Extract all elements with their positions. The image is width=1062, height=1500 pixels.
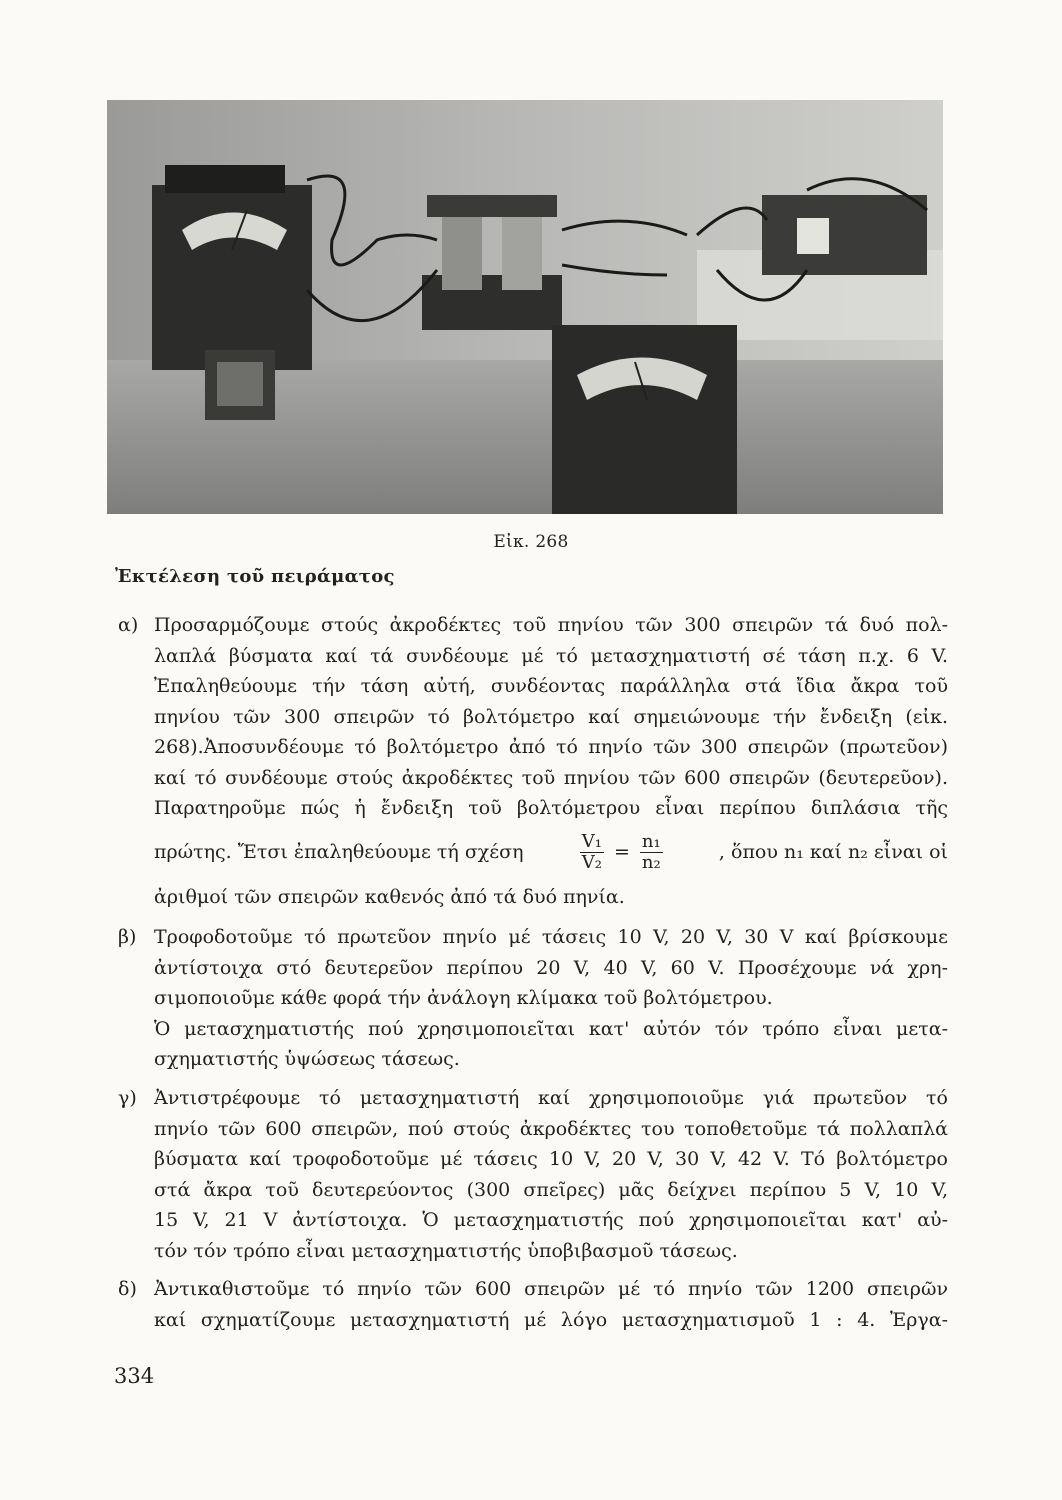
power-supply xyxy=(762,195,927,275)
step-c-label: γ) xyxy=(118,1087,137,1109)
left-voltmeter xyxy=(152,165,312,370)
text-line: καί σχηματίζουμε μετασχηματιστή μέ λόγο μετασχηματισμοῦ 1 : 4. Ἐργα- xyxy=(154,1308,948,1331)
text-line: καί τό συνδέουμε στούς ἀκροδέκτες τοῦ πηνίου τῶν 600 σπειρῶν (δευτερεῦον). xyxy=(154,766,948,789)
experiment-photo xyxy=(107,100,943,514)
text-line: πρώτης. Ἔτσι ἐπαληθεύουμε τή σχέση xyxy=(154,841,524,864)
text-line: Ἐπαληθεύουμε τήν τάση αὐτή, συνδέοντας παράλληλα στά ἴδια ἄκρα τοῦ xyxy=(154,675,948,697)
text-line: Ὁ μετασχηματιστής πού χρησιμοποιεῖται κατ' αὐτόν τόν τρόπο εἶναι μετα- xyxy=(154,1017,948,1040)
section-title: Ἐκτέλεση τοῦ πειράματος xyxy=(115,566,395,587)
step-d-label: δ) xyxy=(118,1278,137,1300)
step-d xyxy=(118,1274,948,1335)
voltage-fraction xyxy=(580,832,604,873)
experiment-photo-drawing xyxy=(107,100,943,514)
page-number: 334 xyxy=(114,1364,155,1388)
text-line: Παρατηροῦμε πώς ἡ ἔνδειξη τοῦ βολτόμετρου εἶναι περίπου διπλάσια τῆς xyxy=(154,797,948,819)
voltage-denominator: V₂ xyxy=(581,852,602,873)
formula-line xyxy=(154,824,948,882)
text-line: 15 V, 21 V ἀντίστοιχα. Ὁ μετασχηματιστής πού χρησιμοποιεῖται κατ' αὐ- xyxy=(154,1209,948,1231)
text-line: Ἀντικαθιστοῦμε τό πηνίο τῶν 600 σπειρῶν μέ τό πηνίο τῶν 1200 σπειρῶν xyxy=(154,1278,948,1300)
text-line: 268).Ἀποσυνδέουμε τό βολτόμετρο ἀπό τό πηνίο τῶν 300 σπειρῶν (πρωτεῦον) xyxy=(154,736,948,758)
step-b xyxy=(118,922,948,1075)
text-line: Ἀντιστρέφουμε τό μετασχηματιστή καί χρησιμοποιοῦμε γιά πρωτεῦον τό xyxy=(154,1087,948,1109)
text-line: , ὅπου n₁ καί n₂ εἶναι οἱ xyxy=(718,841,948,864)
turns-numerator: n₁ xyxy=(641,831,661,852)
text-line: βύσματα καί τροφοδοτοῦμε μέ τάσεις 10 V, 20 V, 30 V, 42 V. Τό βολτόμετρο xyxy=(154,1148,948,1170)
step-a-text xyxy=(154,610,948,912)
step-a xyxy=(118,610,948,912)
center-voltmeter xyxy=(552,325,737,514)
ratio-formula xyxy=(576,832,667,873)
figure-caption: Εἰκ. 268 xyxy=(493,532,569,552)
turns-fraction xyxy=(640,832,663,873)
text-line: σχηματιστής ὑψώσεως τάσεως. xyxy=(154,1048,460,1070)
step-b-text xyxy=(154,922,948,1075)
step-c-text xyxy=(154,1083,948,1266)
step-b-label: β) xyxy=(118,926,137,948)
turns-denominator: n₂ xyxy=(641,852,661,873)
step-d-text xyxy=(154,1274,948,1335)
text-line: ἀριθμοί τῶν σπειρῶν καθενός ἀπό τά δυό πηνία. xyxy=(154,885,625,908)
text-line: λαπλά βύσματα καί τά συνδέουμε μέ τό μετασχηματιστή σέ τάση π.χ. 6 V. xyxy=(154,644,948,667)
text-line: ἀντίστοιχα στό δευτερεῦον περίπου 20 V, 40 V, 60 V. Προσέχουμε νά χρη- xyxy=(154,956,948,979)
text-line: πηνίου τῶν 300 σπειρῶν τό βολτόμετρο καί σημειώνουμε τήν ἔνδειξη (εἰκ. xyxy=(154,705,948,728)
text-line: Προσαρμόζουμε στούς ἀκροδέκτες τοῦ πηνίου τῶν 300 σπειρῶν τά δυό πολ- xyxy=(154,614,948,636)
text-line: στά ἄκρα τοῦ δευτερεύοντος (300 σπεῖρες) μᾶς δείχνει περίπου 5 V, 10 V, xyxy=(154,1178,948,1201)
text-line: Τροφοδοτοῦμε τό πρωτεῦον πηνίο μέ τάσεις 10 V, 20 V, 30 V καί βρίσκουμε xyxy=(154,926,948,948)
text-line: πηνίο τῶν 600 σπειρῶν, πού στούς ἀκροδέκτες του τοποθετοῦμε τά πολλαπλά xyxy=(154,1117,948,1140)
text-line: σιμοποιοῦμε κάθε φορά τήν ἀνάλογη κλίμακα τοῦ βολτόμετρου. xyxy=(154,987,773,1009)
step-a-label: α) xyxy=(118,614,139,636)
small-coil xyxy=(205,350,275,420)
voltage-numerator: V₁ xyxy=(581,831,602,852)
equals-sign: = xyxy=(613,841,630,864)
text-line: τόν τόν τρόπο εἶναι μετασχηματιστής ὑποβιβασμοῦ τάσεως. xyxy=(154,1239,738,1262)
step-c xyxy=(118,1083,948,1266)
